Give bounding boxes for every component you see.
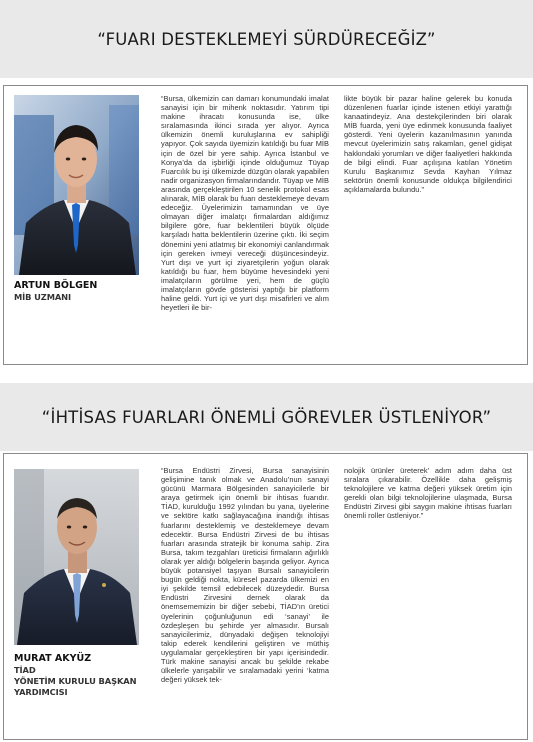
article1-body-column-1: “Bursa, ülkemizin can damarı konumundaki imalat sanayisi için bir mihenk noktasıdır. Yatırım tipi makine ihracatı konusunda ise, ülke sıralamasında ikinci sırada yer alıyor. Ayrıca ülkemizin önemli kuruluşlarına ev sahipliği yapıyor. Çok sayıda üyemizin katıldığı bu fuar MİB için de özel bir yere sahip. Ayrıca İstanbul ve Konya’da da işbirliği içinde olduğumuz Tüyap Fuarcılık bu işi ülkemizde düzgün olarak yapabilen nadir organizasyon firmalarındandır. Tüyap ve MİB arasında gerçekleştirilen 10 senelik protokol esas alınarak, MİB olarak bu fuarı desteklemeye devam edeceğiz. Üyelerimizin tamamından ve üye olmayan diğer imalatçı firmalardan aldığımız bilgilere göre, fuar beklentileri büyük ölçüde karşıladı hatta beklentilerin üzerine çıktı. İki seçim dönemini yeni atlatmış bir ekonomiyi canlandırmak için gereken ivmeyi vereceği düşüncesindeyiz. Yurt dışı ve yurt içi ziyaretçilerin yoğun olarak katıldığı bu fuar, hem büyüme hevesindeki yeni imalatçıların görülme yeri, hem de güçlü imalatçıların gövde gösterisi yaptığı bir platform haline geldi. Yurt içi ve yurt dışı misafirleri ve alım heyetleri ile bir- (161, 94, 329, 313)
article2-portrait-photo (14, 469, 139, 645)
portrait-murat-akyuz-image (14, 469, 139, 645)
article2-person-title-line3: YARDIMCISI (14, 687, 68, 697)
article2-person-caption (14, 653, 154, 698)
article1-person-caption (14, 280, 154, 303)
article2-body-column-1: “Bursa Endüstri Zirvesi, Bursa sanayisinin gelişimine tanık olmak ve Anadolu’nun sanayi gücünü Marmara Bölgesinden sanayicilerle bir araya getirmek için önemli bir ihtisas fuarıdır. TİAD, kurulduğu 1992 yılından bu yana, üyelerine ve sektöre katkı sağlayacağına inandığı ihtisas fuarlarını desteklemiş ve desteklemeye devam edecektir. Bursa Endüstri Zirvesi de bu ihtisas fuarları arasında stratejik bir konuma sahip. Zira Bursa, takım tezgahları üreticisi firmaların ağırlıklı olarak yer aldığı bölgelerin başında geliyor. Ayrıca büyük potansiyel taşıyan Bursalı sanayicilerin bugün geldiği nokta, küresel pazarda ülkemizi en iyi şekilde temsil edebilecek düzeydedir. Bursa Endüstri Zirvesini dernek olarak da önemsememizin bir diğer sebebi, TİAD’ın üretici üyelerinin çoğunluğunun edi ‘sanayi’ ile özdeşleşen bu şehirde yer almasıdır. Bursalı sanayicilerimiz, dünyadaki değişen teknolojiyi takip ederek kendilerini geliştiren ve müthiş uygulamalar gerçekleştiren bir yapı içerisindedir. Türk makine sanayisi ancak bu şekilde rekabe ülkelerle yarışabilir ve sıralamadaki yerini ‘katma değeri yüksek tek- (161, 466, 329, 685)
article2-card (3, 453, 528, 740)
article2-person-name: MURAT AKYÜZ (14, 653, 92, 664)
article1-headline: “FUARI DESTEKLEMEYİ SÜRDÜRECEĞİZ” (97, 29, 436, 49)
article2-headline: “İHTİSAS FUARLARI ÖNEMLİ GÖREVLER ÜSTLENİYOR” (41, 407, 492, 427)
article1-card (3, 85, 528, 365)
portrait-artun-bolgen-image (14, 95, 139, 275)
article1-portrait-photo (14, 95, 139, 275)
article1-person-title: MİB UZMANI (14, 292, 72, 302)
article2-body-column-2: nolojik ürünler üreterek’ adım adım daha üst sıralara çıkarabilir. Özellikle daha gelişmiş teknolojilere ve katma değeri yüksek üretim için gerekli olan bilgi teknolojilerine ulaşmada, Bursa Endüstri Zirvesi gibi saygın makine ihtisas fuarları önemli roller üstleniyor.” (344, 466, 512, 521)
article2-header-band (0, 383, 533, 451)
article1-header-band (0, 0, 533, 78)
article2-person-title-line2: YÖNETİM KURULU BAŞKAN (14, 676, 137, 686)
article1-person-name: ARTUN BÖLGEN (14, 280, 98, 291)
article2-person-title-line1: TİAD (14, 665, 36, 675)
article1-body-column-2: likte büyük bir pazar haline gelerek bu konuda düzenlenen fuarlar içinde istenen etkiyi yarattığı kanaatindeyiz. Ana destekçilerinden biri olarak MİB fuarda, yeni üye edinmek konusunda faaliyet gösterdi. Yeni üyelerin kazanılmasının yanında mevcut üyelerimizin satış rakamları, genel gidişat hakkındaki yorumları ve diğer faaliyetleri hakkında de bilgi elindi. Fuar açılışına katılan Yönetim Kurulu Başkanımız Sevda Kayhan Yılmaz sektörün önemli konusunde oldukça bilgilendirici açıklamalarda bulundu.” (344, 94, 512, 194)
